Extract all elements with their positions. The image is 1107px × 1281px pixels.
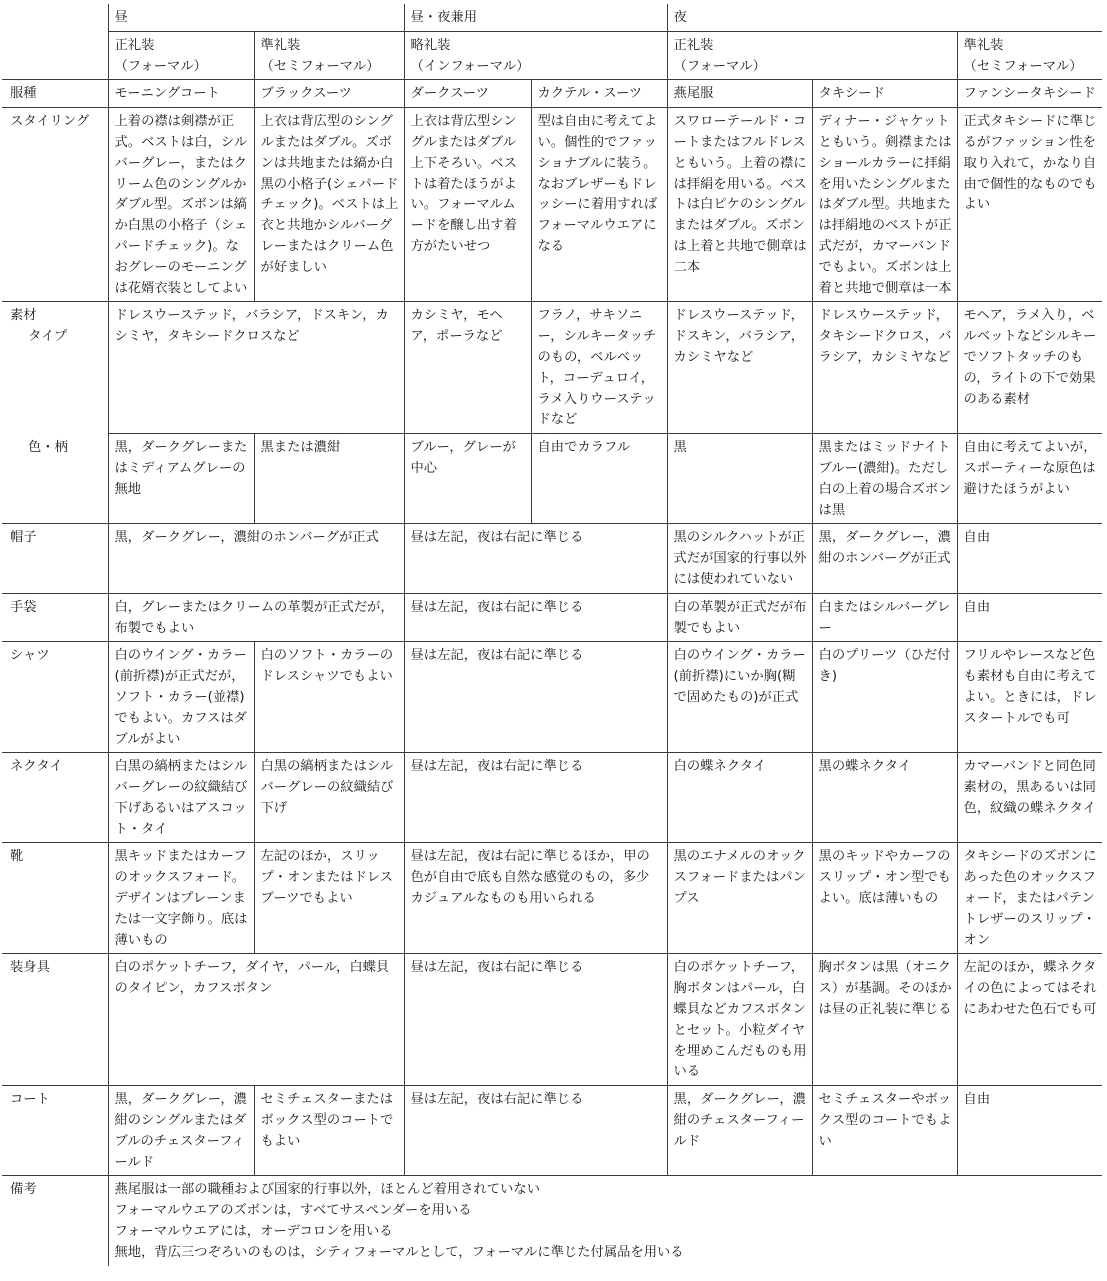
material-type-cell: カシミヤ，モヘア，ポーラなど [404, 302, 531, 434]
color-cell: 自由に考えてよいが，スポーティーな原色は避けたほうがよい [957, 434, 1102, 524]
corner-cell-2 [2, 31, 108, 80]
corner-cell [2, 4, 108, 31]
necktie-cell: 白の蝶ネクタイ [667, 753, 812, 843]
necktie-cell: 昼は左記，夜は右記に準じる [404, 753, 667, 843]
row-label-styling: スタイリング [2, 108, 108, 302]
color-cell: 黒 [667, 434, 812, 524]
coat-cell: セミチェスターやボックス型のコートでもよい [812, 1086, 957, 1176]
type-fancy-tuxedo: ファンシータキシード [957, 80, 1102, 108]
type-black-suit: ブラックスーツ [254, 80, 404, 108]
hat-cell: 昼は左記，夜は右記に準じる [404, 524, 667, 593]
styling-cell: 正式タキシードに準じるがファッション性を取り入れて，かなり自由で個性的なものでもよい [957, 108, 1102, 302]
gloves-cell: 昼は左記，夜は右記に準じる [404, 593, 667, 642]
header-night-semi: 準礼装 （セミフォーマル） [957, 31, 1102, 80]
shoes-cell: 左記のほか，スリップ・オンまたはドレスブーツでもよい [254, 843, 404, 954]
hat-cell: 自由 [957, 524, 1102, 593]
header-night-formal: 正礼装 （フォーマル） [667, 31, 957, 80]
styling-cell: ディナー・ジャケットともいう。剣襟またはショールカラーに拝絹を用いたシングルまたはダブル型。共地または拝絹地のベストが正式だが，カマーバンドでもよい。ズボンは上着と共地で側章は一本 [812, 108, 957, 302]
header-day-formal: 正礼装 （フォーマル） [108, 31, 254, 80]
gloves-cell: 自由 [957, 593, 1102, 642]
styling-cell: 上衣は背広型シングルまたはダブル上下そろい。ベストは着たほうがよい。フォーマルムードを醸し出す着方がたいせつ [404, 108, 531, 302]
necktie-cell: 白黒の縞柄またはシルバーグレーの紋織結び下げあるいはアスコット・タイ [108, 753, 254, 843]
header-group-night: 夜 [667, 4, 1102, 31]
shirt-cell: フリルやレースなど色も素材も自由に考えてよい。ときには，ドレスタートルでも可 [957, 642, 1102, 753]
notes-cell [108, 1176, 1102, 1266]
material-type-cell: ドレスウーステッド，タキシードクロス，バラシア，カシミヤなど [812, 302, 957, 434]
hat-cell: 黒のシルクハットが正式だが国家的行事以外には使われていない [667, 524, 812, 593]
accessories-cell: 昼は左記，夜は右記に準じる [404, 954, 667, 1086]
accessories-cell: 左記のほか，蝶ネクタイの色によってはそれにあわせた色石でも可 [957, 954, 1102, 1086]
styling-cell: 上着の襟は剣襟が正式。ベストは白，シルバーグレー，またはクリーム色のシングルかダブル型。ズボンは縞か白黒の小格子（シェパードチェック)。なおグレーのモーニングは花婿衣装としてよい [108, 108, 254, 302]
shoes-cell: 黒のエナメルのオックスフォードまたはパンプス [667, 843, 812, 954]
styling-cell: スワローテールド・コートまたはフルドレスともいう。上着の襟には拝絹を用いる。ベストは白ピケのシングルまたはダブル。ズボンは上着と共地で側章は二本 [667, 108, 812, 302]
accessories-cell: 胸ボタンは黒（オニクス）が基調。そのほかは昼の正礼装に準じる [812, 954, 957, 1086]
row-label-notes: 備考 [2, 1176, 108, 1266]
gloves-cell: 白，グレーまたはクリームの革製が正式だが，布製でもよい [108, 593, 404, 642]
accessories-cell: 白のポケットチーフ，ダイヤ，パール，白蝶貝のタイピン，カフスボタン [108, 954, 404, 1086]
note-line: フォーマルウエアのズボンは，すべてサスペンダーを用いる [114, 1203, 472, 1219]
shirt-cell: 昼は左記，夜は右記に準じる [404, 642, 667, 753]
note-line: 燕尾服は一部の職種および国家的行事以外，ほとんど着用されていない [114, 1182, 540, 1198]
note-line: フォーマルウエアには，オーデコロンを用いる [114, 1224, 393, 1240]
accessories-cell: 白のポケットチーフ，胸ボタンはパール，白蝶貝などカフスボタンとセット。小粒ダイヤを埋めこんだものも用いる [667, 954, 812, 1086]
material-type-cell: ドレスウーステッド，ドスキン，バラシア，カシミヤなど [667, 302, 812, 434]
coat-cell: 黒，ダークグレー，濃紺のシングルまたはダブルのチェスターフィールド [108, 1086, 254, 1176]
shoes-cell: タキシードのズボンにあった色のオックスフォード，またはパテントレザーのスリップ・オン [957, 843, 1102, 954]
coat-cell: 自由 [957, 1086, 1102, 1176]
shirt-cell: 白のウイング・カラー(前折襟)が正式だが，ソフト・カラー(並襟)でもよい。カフスはダブルがよい [108, 642, 254, 753]
header-day-semi: 準礼装 （セミフォーマル） [254, 31, 404, 80]
necktie-cell: カマーバンドと同色同素材の，黒あるいは同色，紋織の蝶ネクタイ [957, 753, 1102, 843]
gloves-cell: 白の革製が正式だが布製でもよい [667, 593, 812, 642]
row-label-material: 素材 タイプ [2, 302, 108, 434]
header-group-day: 昼 [108, 4, 404, 31]
material-type-cell: ドレスウーステッド，バラシア，ドスキン，カシミヤ，タキシードクロスなど [108, 302, 404, 434]
shirt-cell: 白のプリーツ（ひだ付き) [812, 642, 957, 753]
row-label-gloves: 手袋 [2, 593, 108, 642]
styling-cell: 上衣は背広型のシングルまたはダブル。ズボンは共地または縞か白黒の小格子(シェパードチェック)。ベストは上衣と共地かシルバーグレーまたはクリーム色が好ましい [254, 108, 404, 302]
row-label-type: 服種 [2, 80, 108, 108]
type-tuxedo: タキシード [812, 80, 957, 108]
shoes-cell: 黒のキッドやカーフのスリップ・オン型でもよい。底は薄いもの [812, 843, 957, 954]
row-label-shirt: シャツ [2, 642, 108, 753]
color-cell: 黒またはミッドナイトブルー(濃紺)。ただし白の上着の場合ズボンは黒 [812, 434, 957, 524]
necktie-cell: 黒の蝶ネクタイ [812, 753, 957, 843]
row-label-necktie: ネクタイ [2, 753, 108, 843]
styling-cell: 型は自由に考えてよい。個性的でファッショナブルに装う。なおブレザーもドレッシーに着用すればフォーマルウエアになる [531, 108, 667, 302]
row-label-hat: 帽子 [2, 524, 108, 593]
gloves-cell: 白またはシルバーグレー [812, 593, 957, 642]
header-informal: 略礼装 （インフォーマル） [404, 31, 667, 80]
material-type-cell: フラノ，サキソニー，シルキータッチのもの，ベルベット，コーデュロイ，ラメ入りウーステッドなど [531, 302, 667, 434]
shirt-cell: 白のウイング・カラー(前折襟)にいか胸(糊で固めたもの)が正式 [667, 642, 812, 753]
row-label-shoes: 靴 [2, 843, 108, 954]
color-cell: 自由でカラフル [531, 434, 667, 524]
hat-cell: 黒，ダークグレー，濃紺のホンバーグが正式 [108, 524, 404, 593]
row-label-color-pattern: 色・柄 [2, 434, 108, 524]
type-morning-coat: モーニングコート [108, 80, 254, 108]
formal-wear-table [2, 4, 1102, 1266]
type-dark-suit: ダークスーツ [404, 80, 531, 108]
shoes-cell: 黒キッドまたはカーフのオックスフォード。デザインはプレーンまたは一文字飾り。底は薄いもの [108, 843, 254, 954]
coat-cell: 昼は左記，夜は右記に準じる [404, 1086, 667, 1176]
necktie-cell: 白黒の縞柄またはシルバーグレーの紋織結び下げ [254, 753, 404, 843]
row-label-accessories: 装身具 [2, 954, 108, 1086]
type-tailcoat: 燕尾服 [667, 80, 812, 108]
shoes-cell: 昼は左記，夜は右記に準じるほか，甲の色が自由で底も自然な感覚のもの，多少カジュアルなものも用いられる [404, 843, 667, 954]
type-cocktail-suit: カクテル・スーツ [531, 80, 667, 108]
color-cell: ブルー，グレーが中心 [404, 434, 531, 524]
coat-cell: 黒，ダークグレー，濃紺のチェスターフィールド [667, 1086, 812, 1176]
row-label-coat: コート [2, 1086, 108, 1176]
header-group-day-night: 昼・夜兼用 [404, 4, 667, 31]
color-cell: 黒または濃紺 [254, 434, 404, 524]
hat-cell: 黒，ダークグレー，濃紺のホンバーグが正式 [812, 524, 957, 593]
color-cell: 黒，ダークグレーまたはミディアムグレーの無地 [108, 434, 254, 524]
row-label-material-type: タイプ [28, 329, 68, 345]
shirt-cell: 白のソフト・カラーのドレスシャツでもよい [254, 642, 404, 753]
material-type-cell: モヘア，ラメ入り，ベルベットなどシルキーでソフトタッチのもの，ライトの下で効果のある素材 [957, 302, 1102, 434]
note-line: 無地，背広三つぞろいのものは，シティフォーマルとして，フォーマルに準じた付属品を用いる [114, 1244, 684, 1260]
coat-cell: セミチェスターまたはボックス型のコートでもよい [254, 1086, 404, 1176]
